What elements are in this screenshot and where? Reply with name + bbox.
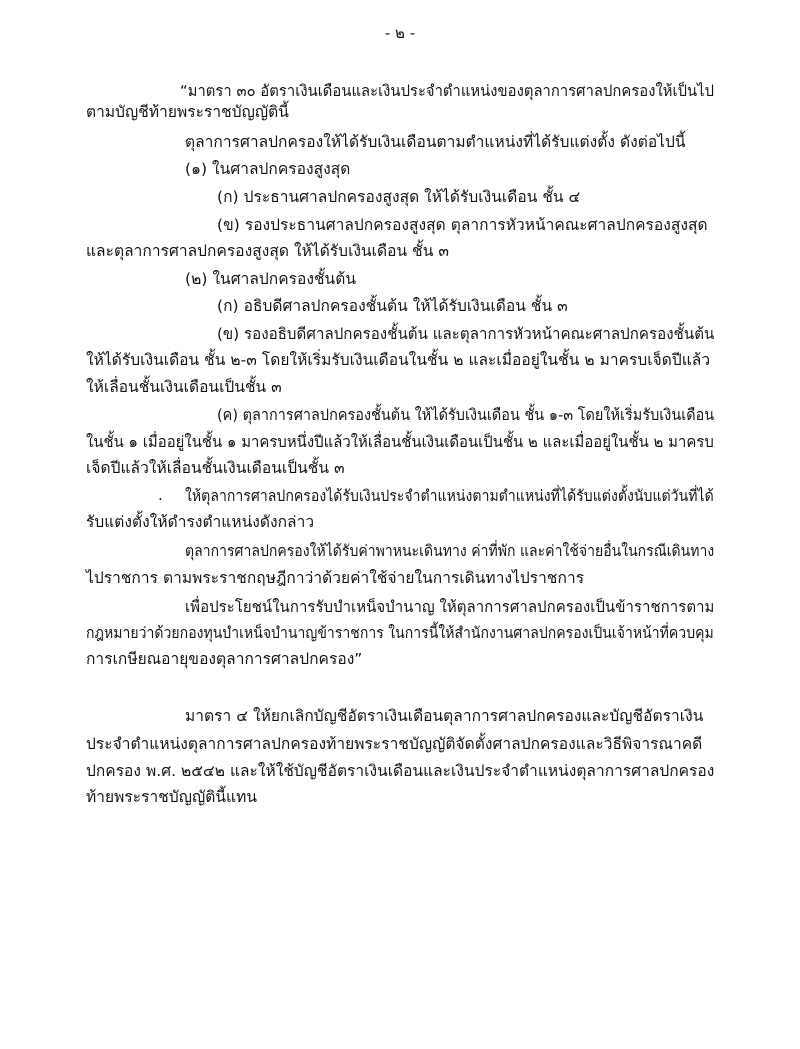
item2c-line2: ในชั้น ๑ เมื่ออยู่ในชั้น ๑ มาครบหนึ่งปีแล้วให้เลื่อนชั้นเงินเดือนเป็นชั้น ๒ และเมื่ออยู่ในชั้น ๒ มาครบ [86,433,714,451]
item2-heading: (๒) ในศาลปกครองชั้นต้น [185,270,356,288]
item1b-line2: และตุลาการศาลปกครองสูงสุด ให้ได้รับเงินเดือน ชั้น ๓ [86,242,449,260]
item1-heading: (๑) ในศาลปกครองสูงสุด [185,160,351,178]
section30-para1-line1: “มาตรา ๓๐ อัตราเงินเดือนและเงินประจำตำแหน่งของตุลาการศาลปกครองให้เป็นไป [180,82,715,100]
section4-line3: ปกครอง พ.ศ. ๒๕๔๒ และให้ใช้บัญชีอัตราเงินเดือนและเงินประจำตำแหน่งตุลาการศาลปกครอง [86,762,715,780]
section4-line1: มาตรา ๔ ให้ยกเลิกบัญชีอัตราเงินเดือนตุลาการศาลปกครองและบัญชีอัตราเงิน [185,707,704,725]
section4-line2: ประจำตำแหน่งตุลาการศาลปกครองท้ายพระราชบัญญัติจัดตั้งศาลปกครองและวิธีพิจารณาคดี [86,735,703,753]
item1b-line1: (ข) รองประธานศาลปกครองสูงสุด ตุลาการหัวหน้าคณะศาลปกครองสูงสุด [217,216,708,234]
section30-para2-line1: ตุลาการศาลปกครองให้ได้รับเงินเดือนตามตำแหน่งที่ได้รับแต่งตั้ง ดังต่อไปนี้ [185,133,686,151]
section30-para3-line2: รับแต่งตั้งให้ดำรงตำแหน่งดังกล่าว [86,513,315,531]
item2b-line2: ให้ได้รับเงินเดือน ชั้น ๒-๓ โดยให้เริ่มรับเงินเดือนในชั้น ๒ และเมื่ออยู่ในชั้น ๒ มาครบเจ็ดปีแล้ว [86,351,711,369]
section30-para4-line1: ตุลาการศาลปกครองให้ได้รับค่าพาหนะเดินทาง ค่าที่พัก และค่าใช้จ่ายอื่นในกรณีเดินทาง [185,542,715,560]
section4-line4: ท้ายพระราชบัญญัตินี้แทน [86,788,257,806]
section30-para5-line3: การเกษียณอายุของตุลาการศาลปกครอง” [86,650,363,668]
item1a-line: (ก) ประธานศาลปกครองสูงสุด ให้ได้รับเงินเดือน ชั้น ๔ [217,188,581,206]
section30-para5-line1: เพื่อประโยชน์ในการรับบำเหน็จบำนาญ ให้ตุลาการศาลปกครองเป็นข้าราชการตาม [185,598,715,616]
page-number: - ๒ - [384,24,416,42]
item2c-line1: (ค) ตุลาการศาลปกครองชั้นต้น ให้ได้รับเงินเดือน ชั้น ๑-๓ โดยให้เริ่มรับเงินเดือน [217,406,715,424]
item2b-line1: (ข) รองอธิบดีศาลปกครองชั้นต้น และตุลาการหัวหน้าคณะศาลปกครองชั้นต้น [217,325,715,343]
item2a-line: (ก) อธิบดีศาลปกครองชั้นต้น ให้ได้รับเงินเดือน ชั้น ๓ [217,297,568,315]
section30-para5-line2: กฎหมายว่าด้วยกองทุนบำเหน็จบำนาญข้าราชการ ในการนี้ให้สำนักงานศาลปกครองเป็นเจ้าหน้าที่ควบคุม [86,624,714,642]
section30-para1-line2: ตามบัญชีท้ายพระราชบัญญัตินี้ [86,103,289,121]
item2b-line3: ให้เลื่อนชั้นเงินเดือนเป็นชั้น ๓ [86,378,282,396]
item2c-line3: เจ็ดปีแล้วให้เลื่อนชั้นเงินเดือนเป็นชั้น ๓ [86,459,345,477]
section30-para4-line2: ไปราชการ ตามพระราชกฤษฎีกาว่าด้วยค่าใช้จ่ายในการเดินทางไปราชการ [86,569,585,587]
section30-para3-line1: ให้ตุลาการศาลปกครองได้รับเงินประจำตำแหน่งตามตำแหน่งที่ได้รับแต่งตั้งนับแต่วันที่ได้ [185,487,714,505]
stray-mark: . [158,486,163,504]
